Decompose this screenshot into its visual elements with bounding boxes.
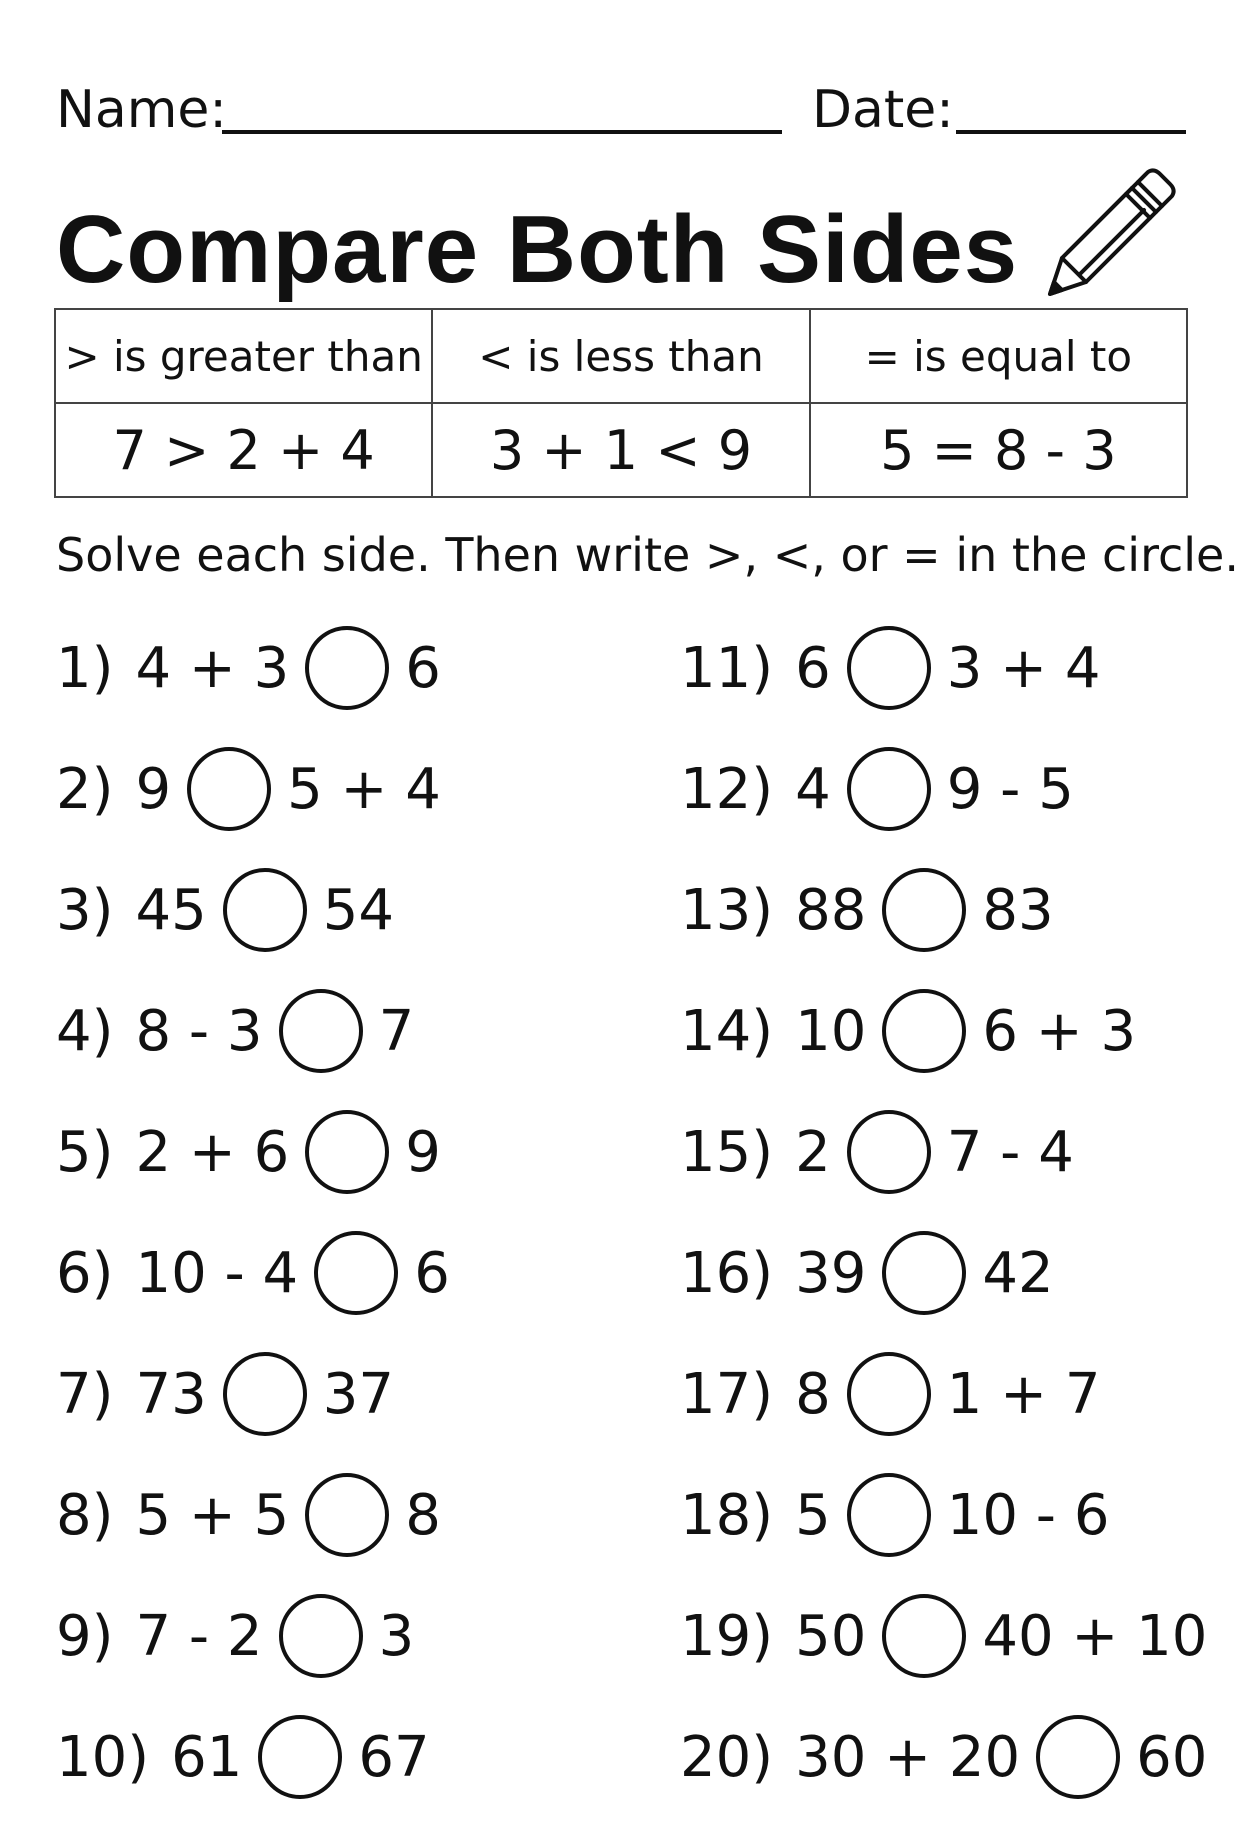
problem-item xyxy=(56,618,441,718)
problem-item xyxy=(56,1344,394,1444)
problem-item xyxy=(680,618,1101,718)
symbol-key-table xyxy=(54,308,1188,498)
answer-circle[interactable] xyxy=(279,989,363,1073)
problem-item xyxy=(680,1102,1074,1202)
answer-circle[interactable] xyxy=(279,1594,363,1678)
right-expression: 5 + 4 xyxy=(287,756,441,822)
problem-number: 4) xyxy=(56,998,114,1064)
problem-item xyxy=(680,1586,1207,1686)
equal-to-definition: = is equal to xyxy=(810,309,1187,403)
problem-number: 19) xyxy=(680,1603,774,1669)
right-expression: 9 - 5 xyxy=(946,756,1074,822)
problem-number: 11) xyxy=(680,635,774,701)
answer-circle[interactable] xyxy=(305,626,389,710)
pencil-icon xyxy=(1040,162,1180,302)
answer-circle[interactable] xyxy=(223,868,307,952)
left-expression: 61 xyxy=(171,1724,243,1790)
problem-number: 16) xyxy=(680,1240,774,1306)
right-expression: 67 xyxy=(358,1724,430,1790)
greater-than-definition: > is greater than xyxy=(55,309,432,403)
problem-number: 2) xyxy=(56,756,114,822)
right-expression: 6 xyxy=(414,1240,450,1306)
problem-item xyxy=(680,1465,1109,1565)
left-expression: 4 xyxy=(795,756,831,822)
left-expression: 73 xyxy=(135,1361,207,1427)
right-expression: 83 xyxy=(982,877,1054,943)
problem-item xyxy=(680,1344,1101,1444)
right-expression: 9 xyxy=(405,1119,441,1185)
answer-circle[interactable] xyxy=(223,1352,307,1436)
name-label: Name: xyxy=(56,80,227,140)
answer-circle[interactable] xyxy=(1036,1715,1120,1799)
left-expression: 2 + 6 xyxy=(135,1119,290,1185)
answer-circle[interactable] xyxy=(882,1231,966,1315)
date-field[interactable] xyxy=(956,130,1186,134)
problem-number: 10) xyxy=(56,1724,150,1790)
right-expression: 7 - 4 xyxy=(946,1119,1074,1185)
answer-circle[interactable] xyxy=(305,1473,389,1557)
left-expression: 88 xyxy=(795,877,867,943)
right-expression: 60 xyxy=(1136,1724,1208,1790)
problem-item xyxy=(680,1707,1207,1807)
problem-item xyxy=(56,1102,441,1202)
problem-number: 14) xyxy=(680,998,774,1064)
answer-circle[interactable] xyxy=(882,989,966,1073)
right-expression: 42 xyxy=(982,1240,1054,1306)
instructions: Solve each side. Then write >, <, or = in the circle. xyxy=(56,528,1239,582)
right-expression: 54 xyxy=(322,877,395,943)
problem-item xyxy=(56,739,441,839)
right-expression: 40 + 10 xyxy=(982,1603,1208,1669)
equal-to-example: 5 = 8 - 3 xyxy=(810,403,1187,497)
answer-circle[interactable] xyxy=(847,747,931,831)
right-expression: 37 xyxy=(322,1361,395,1427)
problem-number: 9) xyxy=(56,1603,114,1669)
right-expression: 6 + 3 xyxy=(982,998,1137,1064)
definitions-row xyxy=(55,309,1187,403)
left-expression: 30 + 20 xyxy=(795,1724,1021,1790)
left-expression: 39 xyxy=(795,1240,867,1306)
problem-item xyxy=(680,860,1054,960)
less-than-definition: < is less than xyxy=(432,309,809,403)
answer-circle[interactable] xyxy=(258,1715,342,1799)
problem-item xyxy=(56,1465,441,1565)
left-expression: 2 xyxy=(795,1119,831,1185)
answer-circle[interactable] xyxy=(847,626,931,710)
problem-item xyxy=(56,860,394,960)
problem-number: 20) xyxy=(680,1724,774,1790)
answer-circle[interactable] xyxy=(882,1594,966,1678)
right-expression: 7 xyxy=(378,998,415,1064)
answer-circle[interactable] xyxy=(305,1110,389,1194)
left-expression: 5 xyxy=(795,1482,831,1548)
problem-number: 1) xyxy=(56,635,114,701)
answer-circle[interactable] xyxy=(187,747,271,831)
problem-number: 5) xyxy=(56,1119,114,1185)
problem-number: 7) xyxy=(56,1361,114,1427)
left-expression: 4 + 3 xyxy=(135,635,290,701)
problem-number: 3) xyxy=(56,877,114,943)
problem-item xyxy=(56,981,414,1081)
problem-item xyxy=(680,739,1074,839)
problem-item xyxy=(56,1586,414,1686)
left-expression: 9 xyxy=(135,756,172,822)
greater-than-example: 7 > 2 + 4 xyxy=(55,403,432,497)
answer-circle[interactable] xyxy=(314,1231,398,1315)
problem-number: 15) xyxy=(680,1119,774,1185)
left-expression: 50 xyxy=(795,1603,867,1669)
answer-circle[interactable] xyxy=(847,1110,931,1194)
problem-number: 13) xyxy=(680,877,774,943)
left-expression: 8 xyxy=(795,1361,831,1427)
page-title: Compare Both Sides xyxy=(56,196,1019,303)
problem-item xyxy=(680,981,1136,1081)
problem-item xyxy=(680,1223,1054,1323)
problem-number: 12) xyxy=(680,756,774,822)
problem-number: 18) xyxy=(680,1482,774,1548)
left-expression: 10 - 4 xyxy=(135,1240,299,1306)
problem-number: 17) xyxy=(680,1361,774,1427)
problem-number: 8) xyxy=(56,1482,114,1548)
problem-item xyxy=(56,1707,430,1807)
less-than-example: 3 + 1 < 9 xyxy=(432,403,809,497)
answer-circle[interactable] xyxy=(847,1473,931,1557)
name-field[interactable] xyxy=(222,130,782,134)
right-expression: 8 xyxy=(405,1482,441,1548)
examples-row xyxy=(55,403,1187,497)
right-expression: 3 + 4 xyxy=(946,635,1101,701)
left-expression: 45 xyxy=(135,877,207,943)
answer-circle[interactable] xyxy=(847,1352,931,1436)
answer-circle[interactable] xyxy=(882,868,966,952)
date-label: Date: xyxy=(812,80,954,140)
left-expression: 8 - 3 xyxy=(135,998,263,1064)
right-expression: 3 xyxy=(378,1603,415,1669)
right-expression: 6 xyxy=(405,635,441,701)
left-expression: 10 xyxy=(795,998,867,1064)
left-expression: 6 xyxy=(795,635,831,701)
right-expression: 1 + 7 xyxy=(946,1361,1101,1427)
problem-item xyxy=(56,1223,450,1323)
problem-number: 6) xyxy=(56,1240,114,1306)
left-expression: 7 - 2 xyxy=(135,1603,263,1669)
right-expression: 10 - 6 xyxy=(946,1482,1110,1548)
left-expression: 5 + 5 xyxy=(135,1482,290,1548)
